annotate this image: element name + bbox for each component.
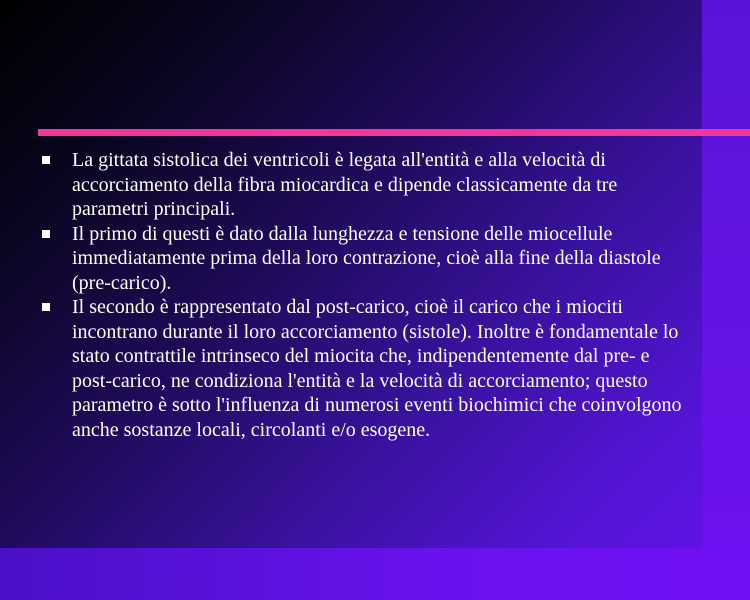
- bottom-border-band: [0, 548, 750, 600]
- bullet-text-2: Il primo di questi è dato dalla lunghezza e tensione delle miocellule immediatamente prima della loro contrazione, cioè alla fine della diastole (pre-carico).: [72, 222, 661, 294]
- square-bullet-icon: [42, 156, 50, 164]
- bullet-item-1: [38, 148, 688, 222]
- bullet-item-3: [38, 295, 688, 442]
- square-bullet-icon: [42, 230, 50, 238]
- bullet-item-2: [38, 222, 688, 296]
- right-border-band: [702, 0, 750, 600]
- bullet-list: [38, 148, 688, 442]
- bullet-text-3: Il secondo è rappresentato dal post-carico, cioè il carico che i miociti incontrano durante il loro accorciamento (sistole). Inoltre è fondamentale lo stato contrattile intrinseco del miocita che, indipendentemente dal pre- e post-carico, ne condiziona l'entità e la velocità di accorciamento; questo parametro è sotto l'influenza di numerosi eventi biochimici che coinvolgono anche sostanze locali, circolanti e/o esogene.: [72, 296, 682, 441]
- accent-divider-line: [38, 129, 750, 136]
- bullet-text-1: La gittata sistolica dei ventricoli è legata all'entità e alla velocità di accorciamento della fibra miocardica e dipende classicamente da tre parametri principali.: [72, 149, 618, 220]
- square-bullet-icon: [42, 303, 50, 311]
